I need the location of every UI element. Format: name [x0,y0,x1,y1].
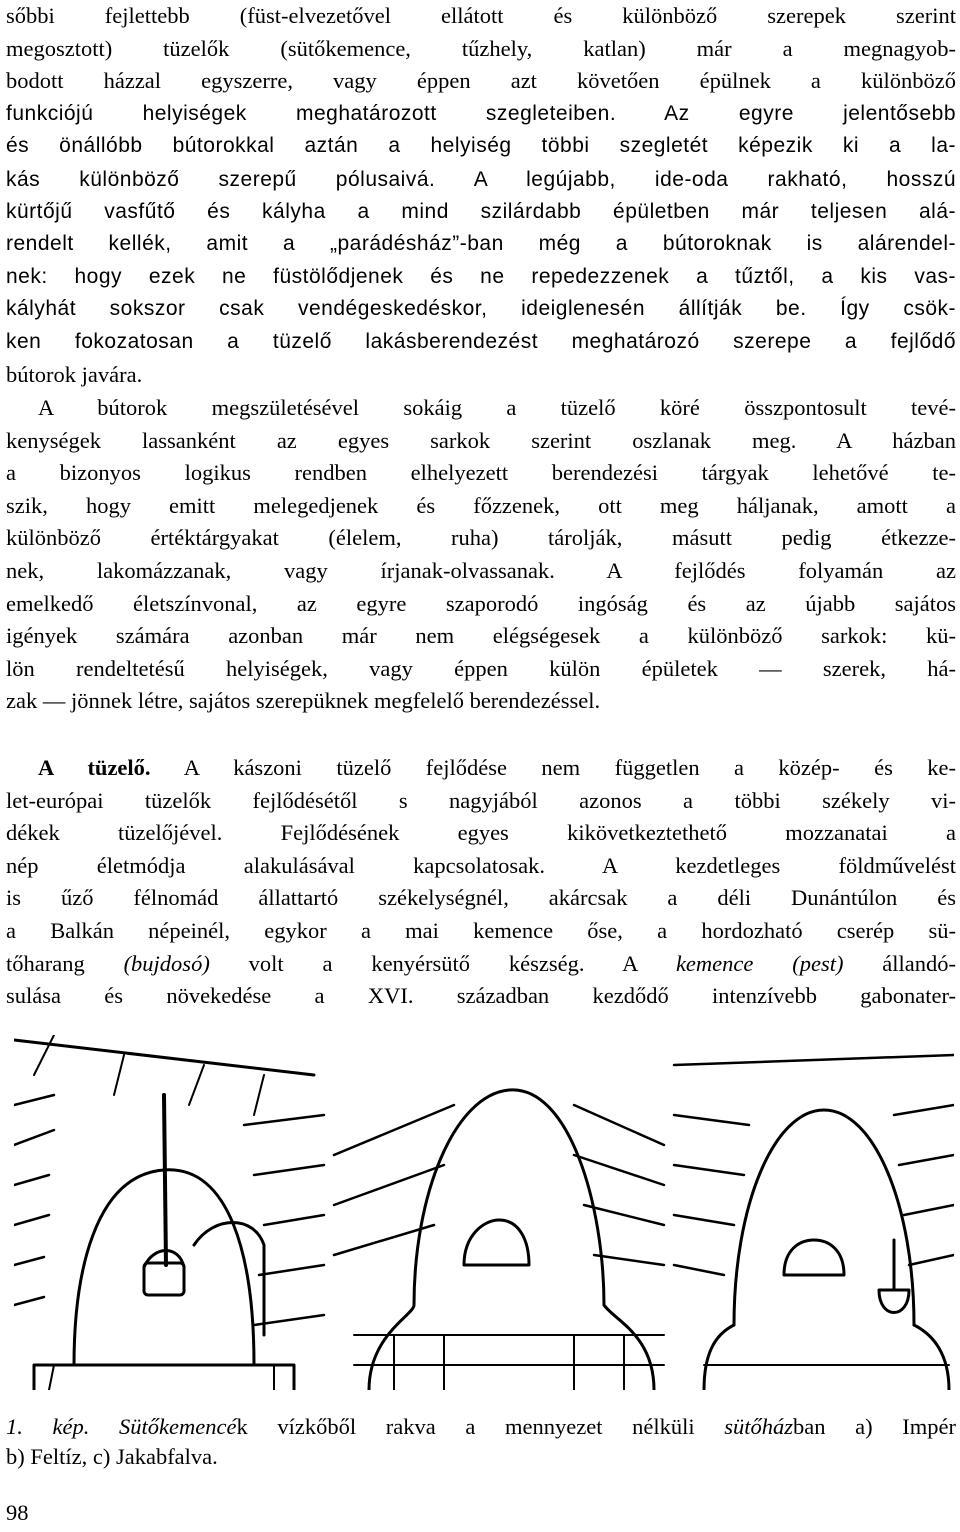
caption-number: 1. kép. [6,1414,90,1439]
paragraph-2 [6,392,956,718]
italic-term: Sütőkemencé [119,1414,237,1439]
paragraph-1 [6,0,956,391]
section-heading: A tüzelő. [38,755,151,780]
paragraph-3-line [6,752,956,785]
paragraph-1-line: és önállóbb bútorokkal aztán a helyiség többi szegletét képezik ki a la- [6,134,956,158]
paragraph-2-line: A bútorok megszületésével sokáig a tüzelő köré összpontosult tevé- [38,395,956,420]
text-span: állandó- [843,950,956,976]
paragraph-2-line: nek, lakomázzanak, vagy írjanak-olvassanak. A fejlődés folyamán az [6,557,956,583]
paragraph-2-line: igények számára azonban már nem elégségesek a különböző sarkok: kü- [6,623,956,649]
paragraph-1-line: sőbbi fejlettebb (füst-elvezetővel ellátott és különböző szerepek szerint [6,3,956,28]
paragraph-1-line: megosztott) tüzelők (sütőkemence, tűzhely, katlan) már a megnagyob- [6,35,956,61]
paragraph-1-line: ken fokozatosan a tüzelő lakásberendezést meghatározó szerepe a fejlődő [6,329,956,353]
paragraph-3-line: nép életmódja alakulásával kapcsolatosak. A kezdetleges földművelést [6,852,956,878]
text-span: volt a kenyérsütő készség. A [209,950,676,976]
oven-illustration [14,1035,954,1390]
paragraph-1-line: kürtőjű vasfűtő és kályha a mind szilárdabb épületben már teljesen alá- [6,199,956,223]
paragraph-1-line: kályhát sokszor csak vendégeskedéskor, ideiglenesén állítják be. Így csök- [6,297,956,321]
caption-line-1 [6,1412,956,1442]
paragraph-3-line [6,948,956,981]
italic-term: kemence (pest) [675,950,844,976]
paragraph-2-line: emelkedő életszínvonal, az egyre szaporodó ingóság és az újabb sajátos [6,590,956,616]
paragraph-1-line: nek: hogy ezek ne füstölődjenek és ne repedezzenek a tűztől, a kis vas- [6,264,956,288]
text-span: kás különböző szerepű pólusaivá. [6,167,436,191]
paragraph-3-line: is űző félnomád állattartó székelységnél, akárcsak a déli Dunántúlon és [6,885,956,911]
oven-c-figure [674,1055,954,1390]
oven-a-figure [14,1035,324,1390]
text-span: A kászoni tüzelő fejlődése nem független a közép- és ke- [150,755,956,780]
paragraph-2-line: a bizonyos logikus rendben elhelyezett berendezési tárgyak lehetővé te- [6,460,956,486]
text-span: A legújabb, ide-oda rakható, hosszú [473,167,956,191]
italic-term: (bujdosó) [123,950,210,976]
paragraph-2-line: lön rendeltetésű helyiségek, vagy éppen külön épületek — szerek, há- [6,655,956,681]
text-span: k vízkőből rakva a mennyezet nélküli [236,1414,725,1439]
paragraph-3-line: sulása és növekedése a XVI. században kezdődő intenzívebb gabonater- [6,983,956,1009]
page-number: 98 [6,1500,29,1525]
paragraph-3-line: dékek tüzelőjével. Fejlődésének egyes kikövetkeztethető mozzanatai a [6,820,956,846]
paragraph-2-line: különböző értéktárgyakat (élelem, ruha) tárolják, másutt pedig étkezze- [6,525,956,551]
paragraph-2-line: zak — jönnek létre, sajátos szerepüknek megfelelő berendezéssel. [6,688,601,714]
text-span: tőharang [6,950,124,976]
paragraph-2-line: kenységek lassanként az egyes sarkok szerint oszlanak meg. A házban [6,427,956,453]
paragraph-3 [6,752,956,1013]
paragraph-2-line: szik, hogy emitt melegedjenek és főzzenek, ott meg háljanak, amott a [6,492,956,518]
text-span [89,1414,119,1439]
paragraph-1-line: bodott házzal egyszerre, vagy éppen azt követően épülnek a különböző [6,68,956,94]
figure-caption [6,1412,956,1472]
paragraph-3-line: a Balkán népeinél, egykor a mai kemence őse, a hordozható cserép sü- [6,917,956,943]
italic-term: sütőház [724,1414,793,1439]
text-span: ban a) Impér [793,1414,956,1439]
paragraph-1-line: rendelt kellék, amit a „parádésház”-ban még a bútoroknak is alárendel- [6,232,956,256]
paragraph-1-line: funkciójú helyiségek meghatározott szegleteiben. Az egyre jelentősebb [6,101,956,125]
caption-line-2: b) Feltíz, c) Jakabfalva. [6,1444,218,1469]
oven-b-figure [334,1090,664,1390]
paragraph-3-line: let-európai tüzelők fejlődésétől s nagyjából azonos a többi székely vi- [6,787,956,813]
paragraph-1-line: bútorok javára. [6,361,143,387]
paragraph-1-line [6,163,956,196]
